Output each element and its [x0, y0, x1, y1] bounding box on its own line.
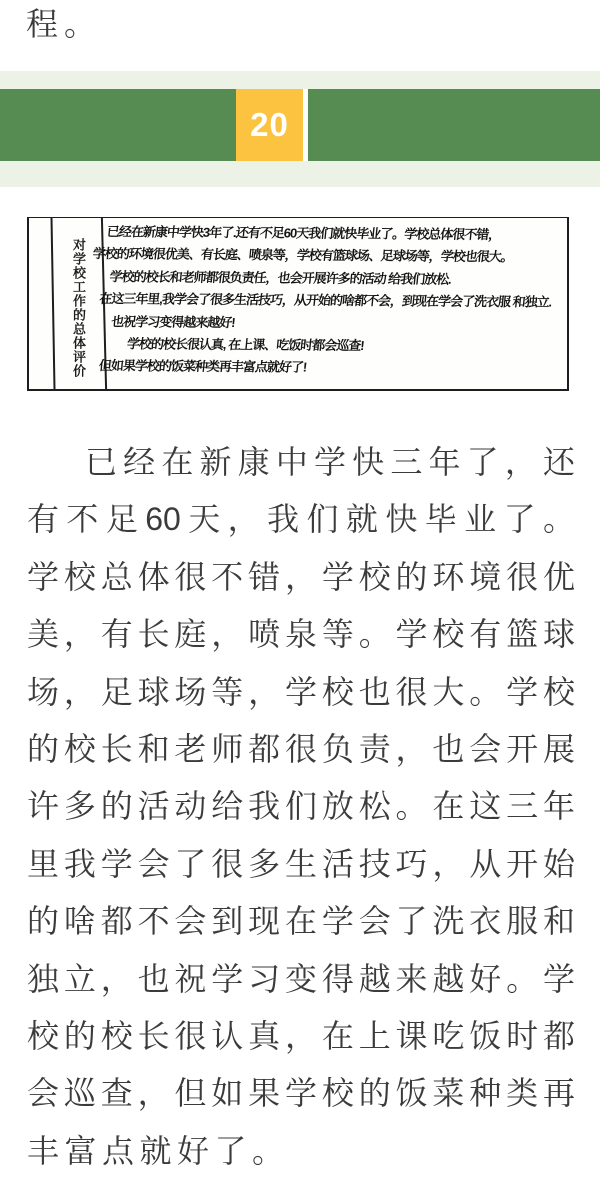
- transcript-line: 独立，也祝学习变得越来越好。学: [27, 960, 575, 997]
- transcript-line: 许多的活动给我们放松。在这三年: [27, 788, 575, 825]
- transcript-line: 有不足60天，我们就快毕业了。: [27, 501, 575, 538]
- scan-row-label: 对学校工作的总体评价: [71, 238, 86, 378]
- banner-light-strip-bottom: [0, 161, 600, 187]
- transcript-line: 场，足球场等，学校也很大。学校: [27, 673, 575, 710]
- banner-green-bar: [0, 89, 600, 161]
- transcript-line: 校的校长很认真，在上课吃饭时都: [27, 1017, 575, 1054]
- question-number-badge: [236, 89, 303, 161]
- transcript-line: 的校长和老师都很负责，也会开展: [27, 730, 575, 767]
- question-banner: [0, 71, 600, 187]
- banner-light-strip-top: [0, 71, 600, 89]
- transcription-paragraph: [0, 434, 600, 1180]
- handwriting-line: 也祝学习变得越来越好!: [110, 313, 236, 330]
- transcript-line: 已经在新康中学快三年了，还: [85, 444, 575, 480]
- transcript-line: 学校总体很不错，学校的环境很优: [27, 558, 575, 595]
- question-number: 20: [250, 106, 289, 143]
- handwriting-line: 学校的环境很优美、有长庭、喷泉等，学校有篮球场、足球场等，学校也很大。: [92, 246, 514, 265]
- handwriting-line: 学校的校长很认真, 在上课、吃饭时都会巡查!: [126, 336, 365, 353]
- handwriting-line: 但如果学校的饭菜种类再丰富点就好了!: [98, 358, 307, 375]
- transcript-line: 的啥都不会到现在学会了洗衣服和: [27, 903, 575, 940]
- handwriting-line: 学校的校长和老师都很负责任，也会开展许多的活动 给我们放松.: [108, 268, 452, 287]
- previous-paragraph-tail: 程。: [26, 6, 103, 42]
- scan-handwriting-area: [92, 221, 567, 381]
- transcript-line: 丰富点就好了。: [27, 1132, 290, 1169]
- banner-divider-gap: [303, 89, 308, 161]
- transcript-line: 美，有长庭，喷泉等。学校有篮球: [27, 616, 575, 653]
- handwriting-line: 在这三年里,我学会了很多生活技巧，从开始的啥都不会，到现在学会了洗衣服 和独立.: [98, 291, 552, 310]
- transcript-line: 会巡查，但如果学校的饭菜种类再: [27, 1075, 575, 1112]
- transcript-line: 里我学会了很多生活技巧，从开始: [27, 845, 575, 882]
- scanned-questionnaire-image: [27, 217, 569, 391]
- handwriting-line: 已经在新康中学快3年了.还有不足60天我们就快毕业了。学校总体很不错，: [106, 224, 501, 243]
